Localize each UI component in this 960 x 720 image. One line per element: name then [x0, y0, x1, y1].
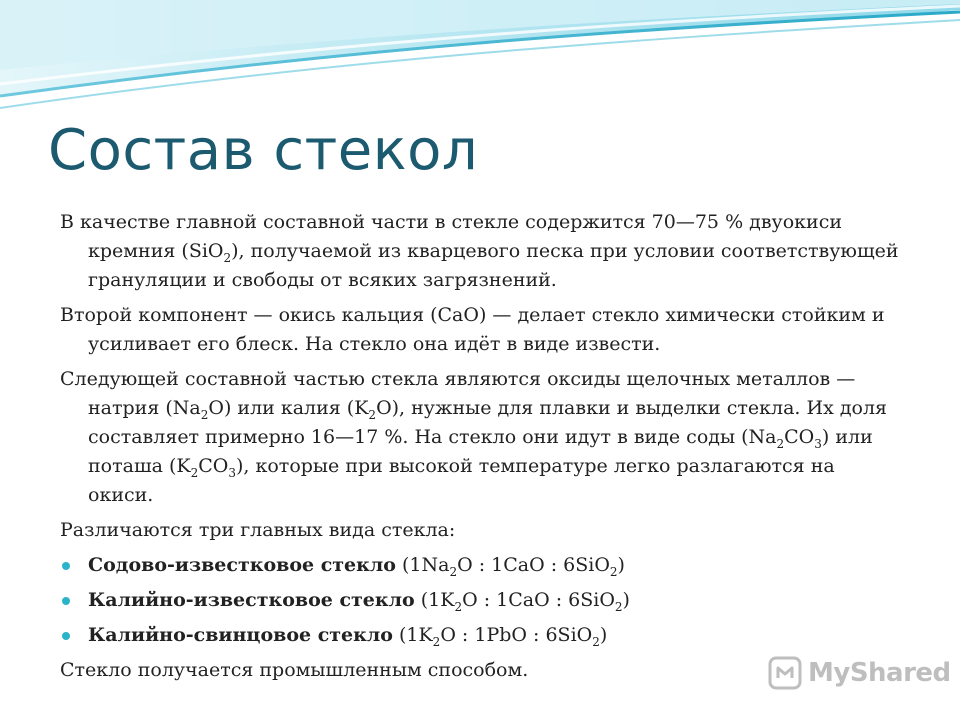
slide-body — [60, 208, 905, 691]
list-item: Калийно-свинцовое стекло ($1K_2O$ : 1PbO : 6SiO$_2$) — [60, 621, 905, 650]
header-wave-decoration — [0, 0, 960, 130]
myshared-logo-icon — [768, 656, 802, 690]
bullet-dot-icon — [62, 632, 70, 640]
list-item: Содово-известковое стекло ($1Na_2O$ : 1CaO : 6SiO$_2$) — [60, 551, 905, 580]
bullet-dot-icon — [62, 562, 70, 570]
list-item: Калийно-известковое стекло ($1K_2O$ : 1CaO : 6SiO$_2$) — [60, 586, 905, 615]
paragraph-silica: В качестве главной составной части в стекле содержится 70—75 % двуокиси кремния (SiO$_2$), получаемой из кварцевого песка при условии соответствующей грануляции и свободы от всяких загрязнений. — [60, 211, 899, 291]
paragraph-alkali-oxides: Следующей составной частью стекла являются оксиды щелочных металлов — натрия $(Na_2O)$ или калия $(K_2O)$, нужные для плавки и выделки стекла. Их доля составляет примерно 16—17 %. На стекло они идут в виде соды $(Na_2CO_3)$ или поташа $(K_2CO_3)$, которые при высокой температуре легко разлагаются на окиси. — [60, 368, 888, 506]
watermark-text: MyShared — [808, 658, 951, 688]
paragraph-calcium-oxide: Второй компонент — окись кальция (CaO) — делает стекло химически стойким и усиливает его блеск. На стекло она идёт в виде извести. — [60, 304, 885, 355]
glass-types-list — [60, 551, 905, 650]
paragraph-glass-types-intro: Различаются три главных вида стекла: — [60, 519, 456, 541]
myshared-watermark — [768, 656, 951, 690]
bullet-dot-icon — [62, 597, 70, 605]
slide-title: Состав стекол — [48, 118, 479, 183]
paragraph-industrial: Стекло получается промышленным способом. — [60, 659, 529, 681]
